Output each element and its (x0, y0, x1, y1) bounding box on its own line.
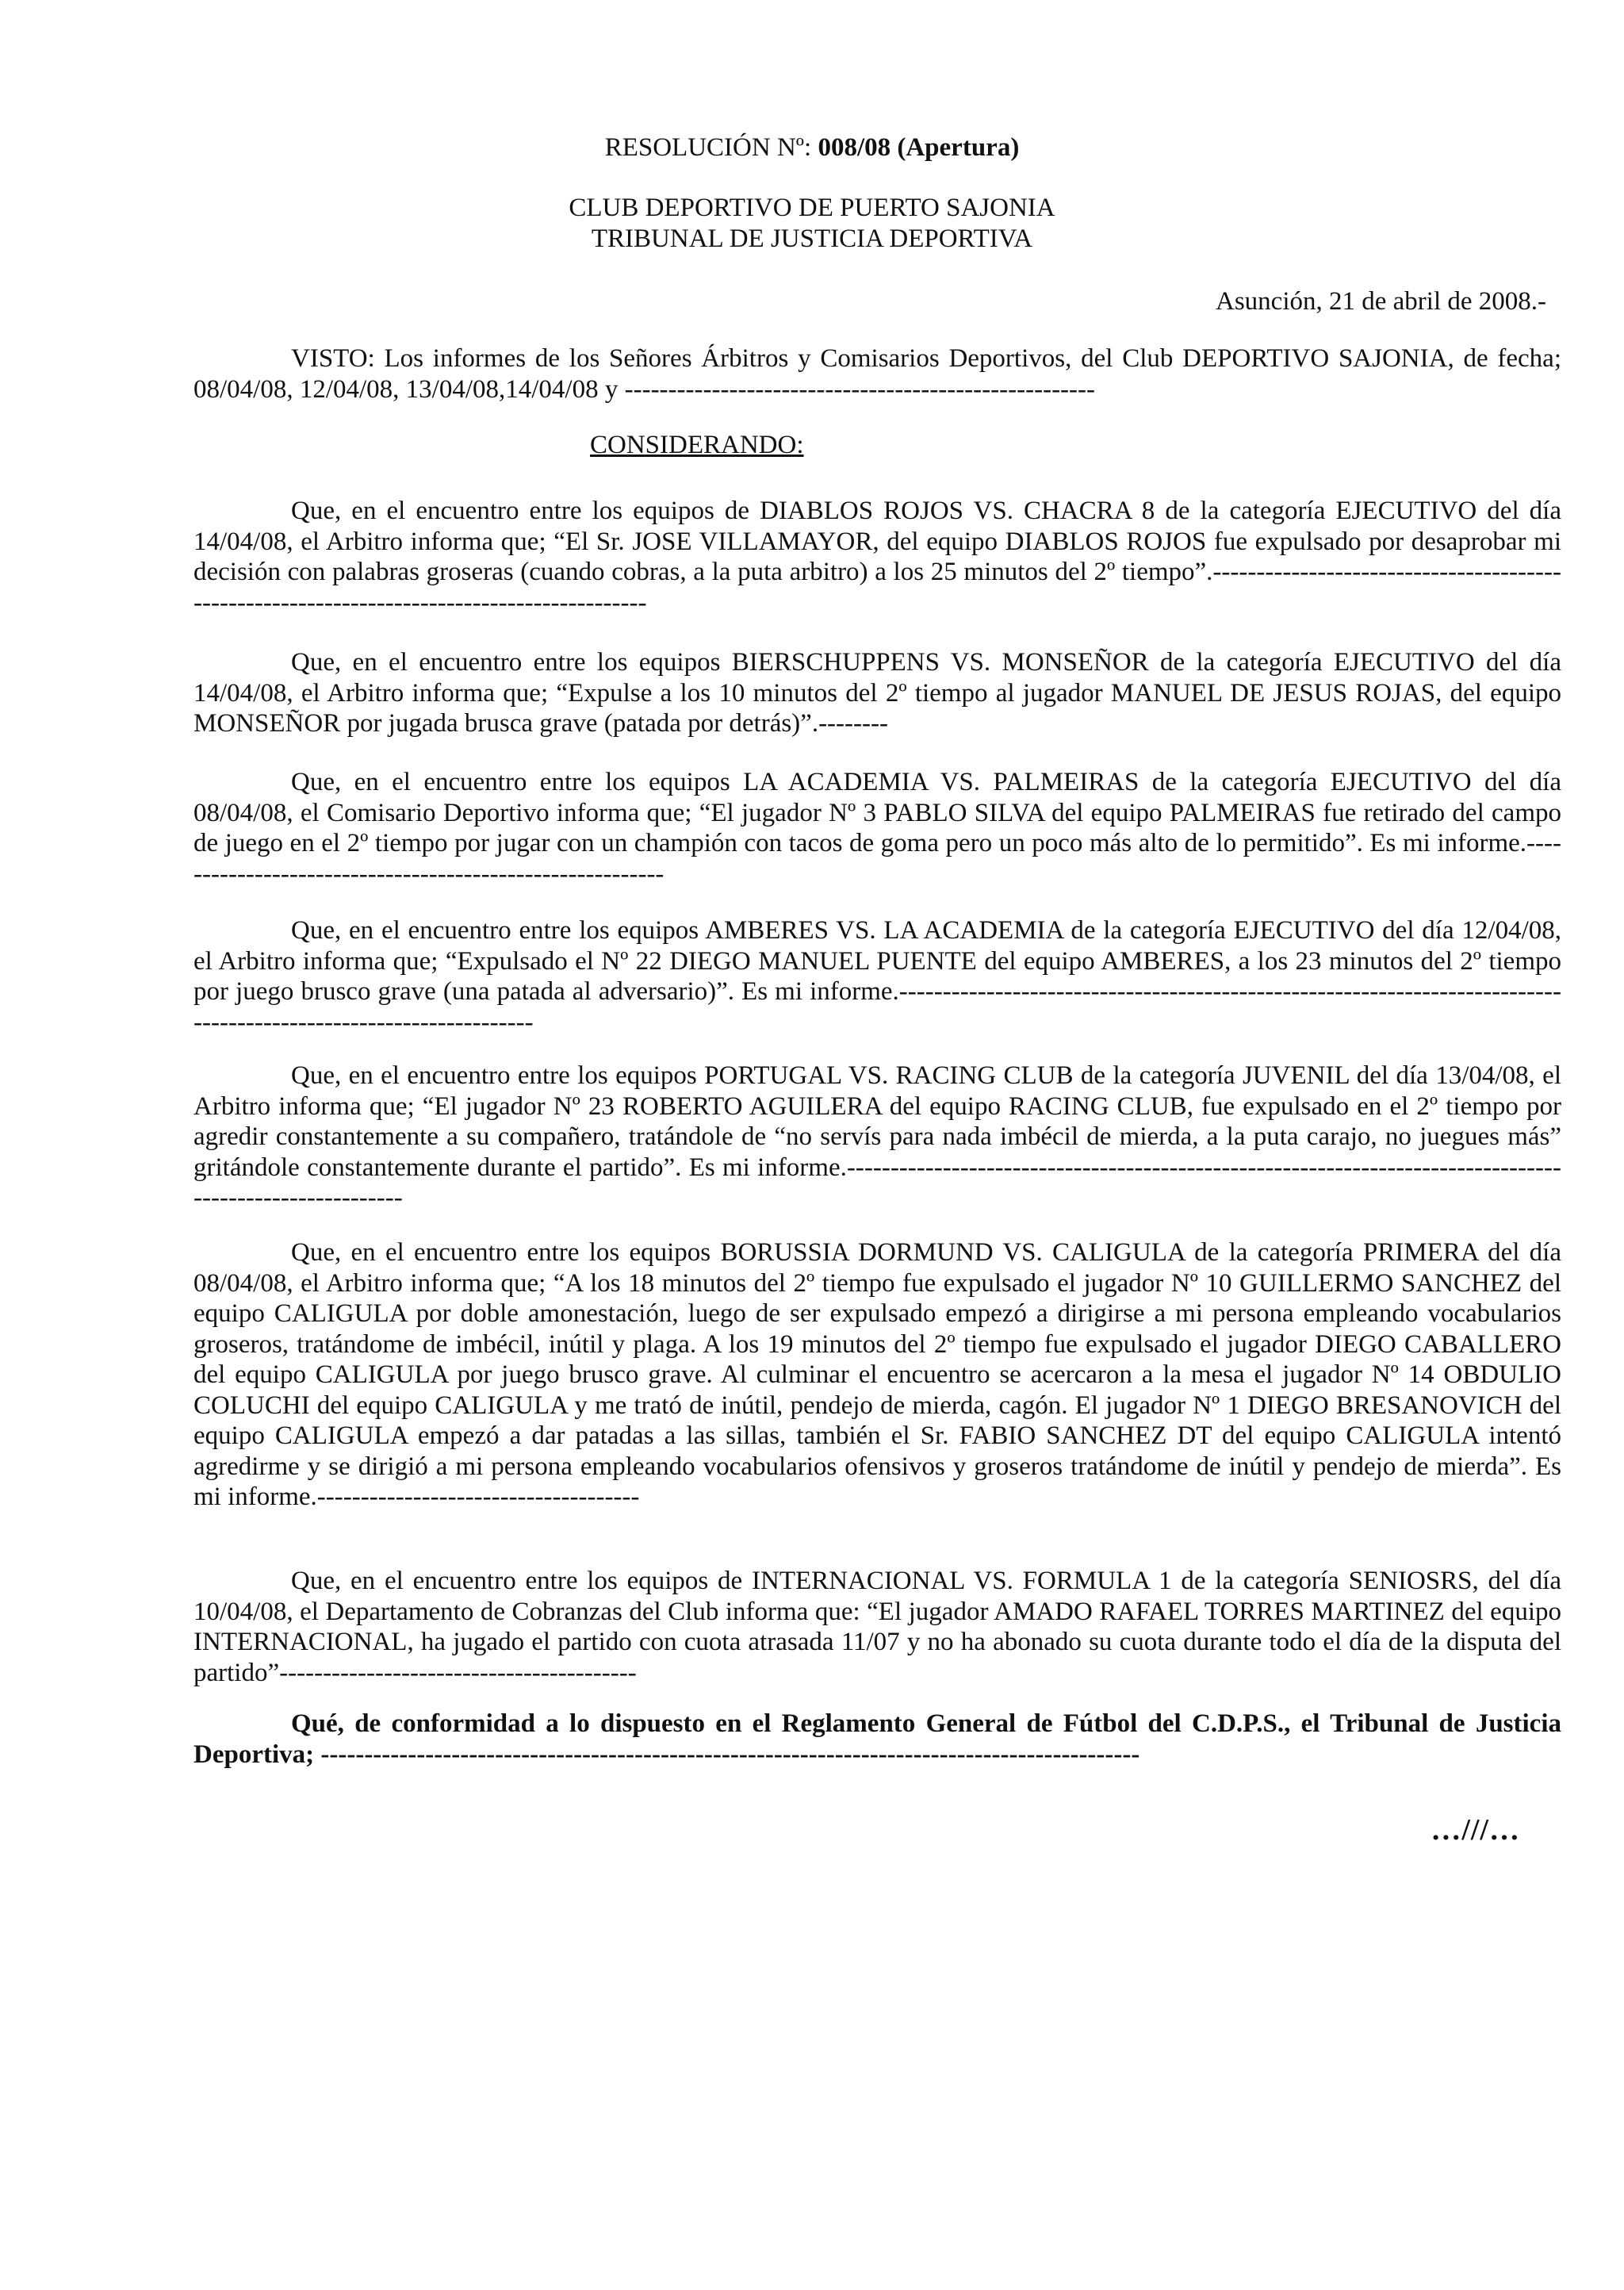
considerando-heading: CONSIDERANDO: (590, 431, 804, 459)
report-paragraph: Que, en el encuentro entre los equipos BIERSCHUPPENS VS. MONSEÑOR de la categoría EJECUTIVO del día 14/04/08, el Arbitro informa que; “Expulse a los 10 minutos del 2º tiempo al jugador MANUEL DE JESUS ROJAS, del equipo MONSEÑOR por jugada brusca grave (patada por detrás)”.-------- (193, 648, 1561, 738)
club-name: CLUB DEPORTIVO DE PUERTO SAJONIA (569, 194, 1055, 222)
report-paragraph: Que, en el encuentro entre los equipos BORUSSIA DORMUND VS. CALIGULA de la categoría PRIMERA del día 08/04/08, el Arbitro informa que; “A los 18 minutos del 2º tiempo fue expulsado el jugador Nº 10 GUILLERMO SANCHEZ del equipo CALIGULA por doble amonestación, luego de ser expulsado empezó a dirigirse a mi persona empleando vocabularios groseros, tratándome de imbécil, inútil y plaga. A los 19 minutos del 2º tiempo fue expulsado el jugador DIEGO CABALLERO del equipo CALIGULA por juego brusco grave. Al culminar el encuentro se acercaron a la mesa el jugador Nº 14 OBDULIO COLUCHI del equipo CALIGULA y me trató de inútil, pendejo de mierda, cagón. El jugador Nº 1 DIEGO BRESANOVICH del equipo CALIGULA empezó a dar patadas a las sillas, también el Sr. FABIO SANCHEZ DT del equipo CALIGULA intentó agredirme y se dirigió a mi persona empleando vocabularios ofensivos y groseros tratándome de inútil y pendejo de mierda”. Es mi informe.------------------------------------- (193, 1238, 1561, 1511)
resolution-label: RESOLUCIÓN Nº: (604, 133, 818, 162)
continuation-mark: …///… (1431, 1813, 1520, 1847)
report-paragraph: Que, en el encuentro entre los equipos de INTERNACIONAL VS. FORMULA 1 de la categoría SENIOSRS, del día 10/04/08, el Departamento de Cobranzas del Club informa que: “El jugador AMADO RAFAEL TORRES MARTINEZ del equipo INTERNACIONAL, ha jugado el partido con cuota atrasada 11/07 y no ha abonado su cuota durante todo el día de la disputa del partido”----------------------------------------- (193, 1567, 1561, 1687)
tribunal-name: TRIBUNAL DE JUSTICIA DEPORTIVA (591, 224, 1033, 253)
visto-paragraph: VISTO: Los informes de los Señores Árbitros y Comisarios Deportivos, del Club DEPORTIVO SAJONIA, de fecha; 08/04/08, 12/04/08, 13/04/08,14/04/08 y ------------------------------------------------------ (193, 344, 1561, 404)
resolution-title (0, 133, 1624, 163)
report-paragraph: Que, en el encuentro entre los equipos PORTUGAL VS. RACING CLUB de la categoría JUVENIL del día 13/04/08, el Arbitro informa que; “El jugador Nº 23 ROBERTO AGUILERA del equipo RACING CLUB, fue expulsado en el 2º tiempo por agredir constantemente a su compañero, tratándole de “no servís para nada imbécil de mierda, a la puta carajo, no juegues más” gritándole constantemente durante el partido”. Es mi informe.---------------------------------------------------------------------------------------------------------- (193, 1061, 1561, 1212)
report-paragraph: Que, en el encuentro entre los equipos de DIABLOS ROJOS VS. CHACRA 8 de la categoría EJECUTIVO del día 14/04/08, el Arbitro informa que; “El Sr. JOSE VILLAMAYOR, del equipo DIABLOS ROJOS fue expulsado por desaprobar mi decisión con palabras groseras (cuando cobras, a la puta arbitro) a los 25 minutos del 2º tiempo”.-------------------------------------------------------------------------------------------- (193, 497, 1561, 617)
report-paragraph: Que, en el encuentro entre los equipos LA ACADEMIA VS. PALMEIRAS de la categoría EJECUTIVO del día 08/04/08, el Comisario Deportivo informa que; “El jugador Nº 3 PABLO SILVA del equipo PALMEIRAS fue retirado del campo de juego en el 2º tiempo por jugar con un champión con tacos de goma pero un poco más alto de lo permitido”. Es mi informe.---------------------------------------------------------- (193, 768, 1561, 888)
resolution-number: 008/08 (Apertura) (818, 133, 1020, 162)
conclusion-paragraph: Qué, de conformidad a lo dispuesto en el Reglamento General de Fútbol del C.D.P.S., el Tribunal de Justicia Deportiva; ---------------------------------------------------------------------------------------------- (193, 1709, 1561, 1769)
date-line: Asunción, 21 de abril de 2008.- (1216, 287, 1546, 316)
report-paragraph: Que, en el encuentro entre los equipos AMBERES VS. LA ACADEMIA de la categoría EJECUTIVO del día 12/04/08, el Arbitro informa que; “Expulsado el Nº 22 DIEGO MANUEL PUENTE del equipo AMBERES, a los 23 minutos del 2º tiempo por juego brusco grave (una patada al adversario)”. Es mi informe.------------------------------------------------------------------------------------------------------------------- (193, 916, 1561, 1037)
